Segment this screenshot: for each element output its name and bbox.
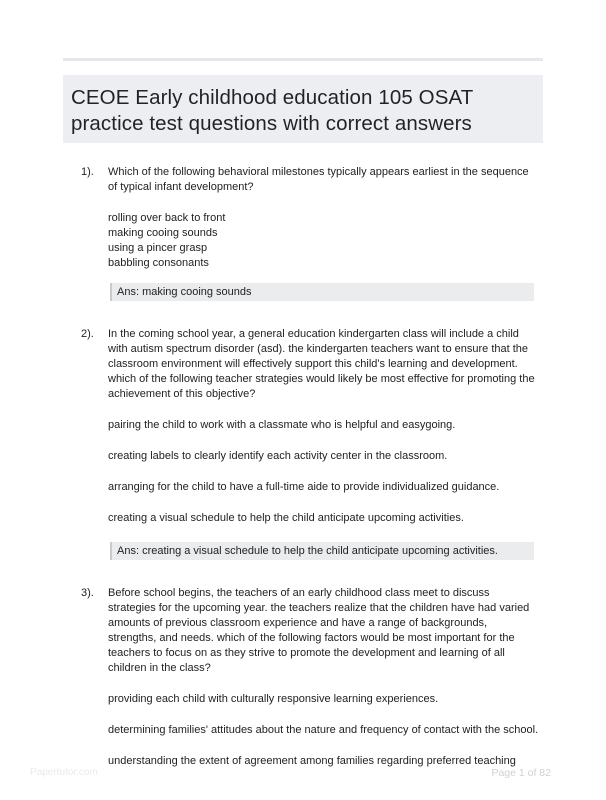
page-title: CEOE Early childhood education 105 OSAT practice test questions with correct answers <box>71 86 473 135</box>
option: arranging for the child to have a full-time aide to provide individualized guidance. <box>108 481 500 493</box>
question-2 <box>63 327 543 560</box>
question-1 <box>63 165 543 301</box>
option: babbling consonants <box>108 257 209 269</box>
question-text: Which of the following behavioral milestones typically appears earliest in the sequence of typical infant development? <box>108 166 529 193</box>
question-number: 3). <box>81 587 94 599</box>
question-number: 2). <box>81 328 94 340</box>
top-divider <box>63 58 543 61</box>
option-list <box>108 692 543 769</box>
option: rolling over back to front <box>108 212 226 224</box>
answer-box: Ans: making cooing sounds <box>110 283 534 301</box>
question-list <box>63 165 543 795</box>
option: making cooing sounds <box>108 227 218 239</box>
option: understanding the extent of agreement among families regarding preferred teaching <box>108 755 516 767</box>
option: determining families' attitudes about the nature and frequency of contact with the school. <box>108 724 539 736</box>
option-list <box>108 418 543 526</box>
answer-box: Ans: creating a visual schedule to help the child anticipate upcoming activities. <box>110 542 534 560</box>
question-number: 1). <box>81 166 94 178</box>
question-3 <box>63 586 543 769</box>
title-banner <box>63 75 543 143</box>
question-text: In the coming school year, a general education kindergarten class will include a child with autism spectrum disorder (asd). the kindergarten teachers want to ensure that the classroom environment will effectively support this child's learning and development. which of the following teacher strategies would likely be most effective for promoting the achievement of this objective? <box>108 328 535 400</box>
question-text: Before school begins, the teachers of an early childhood class meet to discuss strategies for the upcoming year. the teachers realize that the children have had varied amounts of previous classroom experience and have a range of backgrounds, strengths, and needs. which of the following factors would be most important for the teachers to focus on as they strive to promote the development and learning of all children in the class? <box>108 587 530 674</box>
option: creating labels to clearly identify each activity center in the classroom. <box>108 450 448 462</box>
watermark-text: Papertutor.com <box>30 767 98 778</box>
option: providing each child with culturally responsive learning experiences. <box>108 693 439 705</box>
page-indicator: Page 1 of 82 <box>491 767 551 779</box>
option: pairing the child to work with a classmate who is helpful and easygoing. <box>108 419 456 431</box>
option: creating a visual schedule to help the child anticipate upcoming activities. <box>108 512 464 524</box>
option: using a pincer grasp <box>108 242 208 254</box>
option-list <box>108 211 543 271</box>
